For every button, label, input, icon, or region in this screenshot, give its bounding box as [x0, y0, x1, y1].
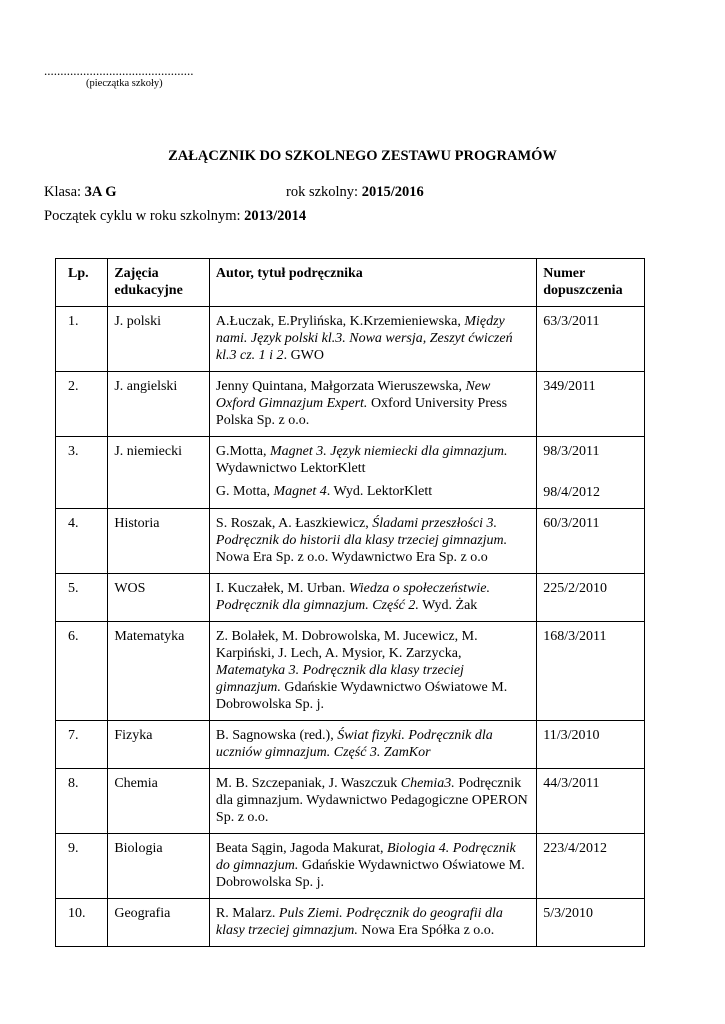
cell-book-title: Śladami przeszłości 3. Podręcznik do historii dla klasy trzeciej gimnazjum.	[215, 516, 508, 548]
header-subject: Zajęcia edukacyjne	[108, 259, 210, 307]
cell-book-title: Świat fizyki. Podręcznik dla uczniów gimnazjum. Część 3. ZamKor	[215, 728, 493, 760]
cell-author-title	[209, 622, 536, 721]
cycle-start-value: 2013/2014	[244, 208, 307, 224]
cell-publisher: Oxford University Press Polska Sp. z o.o.	[215, 396, 508, 428]
cell-subject: J. niemiecki	[108, 437, 210, 509]
cycle-start-label: Początek cyklu w roku szkolnym:	[44, 208, 241, 224]
cell-author: Beata Sągin, Jagoda Makurat,	[215, 841, 384, 856]
cell-subject: Geografia	[108, 899, 210, 947]
cell-author: Jenny Quintana, Małgorzata Wieruszewska,	[215, 379, 462, 394]
cell-book-title: Wiedza o społeczeństwie. Podręcznik dla gimnazjum. Część 2.	[215, 581, 491, 613]
cell-publisher: Nowa Era Sp. z o.o. Wydawnictwo Era Sp. z o.o	[215, 550, 488, 565]
cell-publisher: Gdańskie Wydawnictwo Oświatowe M. Dobrowolska Sp. j.	[215, 680, 508, 712]
document-title: ZAŁĄCZNIK DO SZKOLNEGO ZESTAWU PROGRAMÓW	[168, 148, 557, 164]
cell-author-title	[209, 721, 536, 769]
cell-author: I. Kuczałek, M. Urban.	[215, 581, 346, 596]
cell-approval-number: 223/4/2012	[537, 834, 645, 899]
school-year-label: rok szkolny:	[286, 184, 359, 200]
table-row	[56, 509, 645, 574]
cell-subject: Biologia	[108, 834, 210, 899]
cell-book-title: New Oxford Gimnazjum Expert.	[215, 379, 491, 411]
cell-approval-number: 11/3/2010	[537, 721, 645, 769]
cell-subject: Fizyka	[108, 721, 210, 769]
stamp-label: (pieczątka szkoły)	[86, 78, 163, 89]
cell-book-title: Magnet 4	[273, 484, 327, 499]
header-lp: Lp.	[56, 259, 108, 307]
cell-book-title: Biologia 4. Podręcznik do gimnazjum.	[215, 841, 516, 873]
cell-lp: 5.	[56, 574, 108, 622]
cell-approval-number: 63/3/2011	[537, 307, 645, 372]
cell-author: R. Malarz.	[215, 906, 276, 921]
cell-lp: 7.	[56, 721, 108, 769]
class-value: 3A G	[84, 184, 117, 200]
cell-author: Z. Bolałek, M. Dobrowolska, M. Jucewicz, M. Karpiński, J. Lech, A. Mysior, K. Zarzycka,	[215, 629, 478, 661]
cell-subject: J. angielski	[108, 372, 210, 437]
cell-author-title	[209, 437, 536, 509]
cell-lp: 1.	[56, 307, 108, 372]
cell-lp: 9.	[56, 834, 108, 899]
cell-subject: Matematyka	[108, 622, 210, 721]
school-year-line	[286, 184, 424, 201]
table-row	[56, 437, 645, 509]
cell-publisher: . Wyd. LektorKlett	[326, 484, 433, 499]
cycle-start-line	[44, 208, 306, 225]
cell-author: B. Sagnowska (red.),	[215, 728, 334, 743]
cell-author-title	[209, 769, 536, 834]
class-line	[44, 184, 117, 201]
cell-author-title	[209, 509, 536, 574]
header-approval-number: Numer dopuszczenia	[537, 259, 645, 307]
table-row	[56, 899, 645, 947]
cell-author-title	[209, 899, 536, 947]
cell-approval-number: 60/3/2011	[537, 509, 645, 574]
cell-subject: WOS	[108, 574, 210, 622]
table-row	[56, 372, 645, 437]
cell-author: G.Motta,	[215, 444, 267, 459]
cell-book-title: Między nami. Język polski kl.3. Nowa wersja, Zeszyt ćwiczeń kl.3 cz. 1 i 2	[215, 314, 513, 363]
cell-publisher: Gdańskie Wydawnictwo Oświatowe M. Dobrowolska Sp. j.	[215, 858, 525, 890]
school-year-value: 2015/2016	[361, 184, 424, 200]
cell-book-title: Magnet 3. Język niemiecki dla gimnazjum.	[269, 444, 508, 459]
cell-lp: 6.	[56, 622, 108, 721]
table-row	[56, 721, 645, 769]
cell-book-title: Chemia3.	[400, 776, 455, 791]
cell-approval-number: 349/2011	[537, 372, 645, 437]
table-row	[56, 834, 645, 899]
cell-lp: 2.	[56, 372, 108, 437]
cell-author: G. Motta,	[215, 484, 270, 499]
cell-lp: 8.	[56, 769, 108, 834]
approval-number-2: 98/4/2012	[543, 485, 601, 500]
cell-book-title: Puls Ziemi. Podręcznik do geografii dla klasy trzeciej gimnazjum.	[215, 906, 503, 938]
cell-approval-number: 168/3/2011	[537, 622, 645, 721]
table-row	[56, 622, 645, 721]
cell-lp: 10.	[56, 899, 108, 947]
cell-subject: J. polski	[108, 307, 210, 372]
cell-lp: 4.	[56, 509, 108, 574]
table-header-row	[56, 259, 645, 307]
cell-approval-number: 5/3/2010	[537, 899, 645, 947]
cell-lp: 3.	[56, 437, 108, 509]
cell-approval-number	[537, 437, 645, 509]
cell-approval-number: 44/3/2011	[537, 769, 645, 834]
cell-book-title: Matematyka 3. Podręcznik dla klasy trzeciej gimnazjum.	[215, 663, 464, 695]
cell-entry-2	[216, 483, 530, 500]
cell-subject: Chemia	[108, 769, 210, 834]
cell-subject: Historia	[108, 509, 210, 574]
table-row	[56, 307, 645, 372]
cell-author-title	[209, 307, 536, 372]
cell-author-title	[209, 372, 536, 437]
class-label: Klasa:	[44, 184, 82, 200]
table-row	[56, 574, 645, 622]
cell-publisher: . GWO	[283, 348, 324, 363]
cell-author-title	[209, 834, 536, 899]
cell-publisher: Wydawnictwo LektorKlett	[215, 461, 366, 476]
textbook-table	[55, 258, 645, 947]
approval-number-1: 98/3/2011	[543, 444, 600, 459]
table-row	[56, 769, 645, 834]
cell-author: A.Łuczak, E.Prylińska, K.Krzemieniewska,	[215, 314, 461, 329]
cell-entry-1	[216, 443, 530, 477]
cell-approval-number: 225/2/2010	[537, 574, 645, 622]
header-author-title: Autor, tytuł podręcznika	[209, 259, 536, 307]
cell-publisher: Wyd. Żak	[422, 598, 478, 613]
cell-publisher: Podręcznik dla gimnazjum. Wydawnictwo Pedagogiczne OPERON Sp. z o.o.	[215, 776, 528, 825]
stamp-dotted-line: ..............................................	[44, 63, 194, 78]
cell-author: S. Roszak, A. Łaszkiewicz,	[215, 516, 369, 531]
cell-author-title	[209, 574, 536, 622]
cell-publisher: Nowa Era Spółka z o.o.	[361, 923, 495, 938]
cell-author: M. B. Szczepaniak, J. Waszczuk	[215, 776, 398, 791]
